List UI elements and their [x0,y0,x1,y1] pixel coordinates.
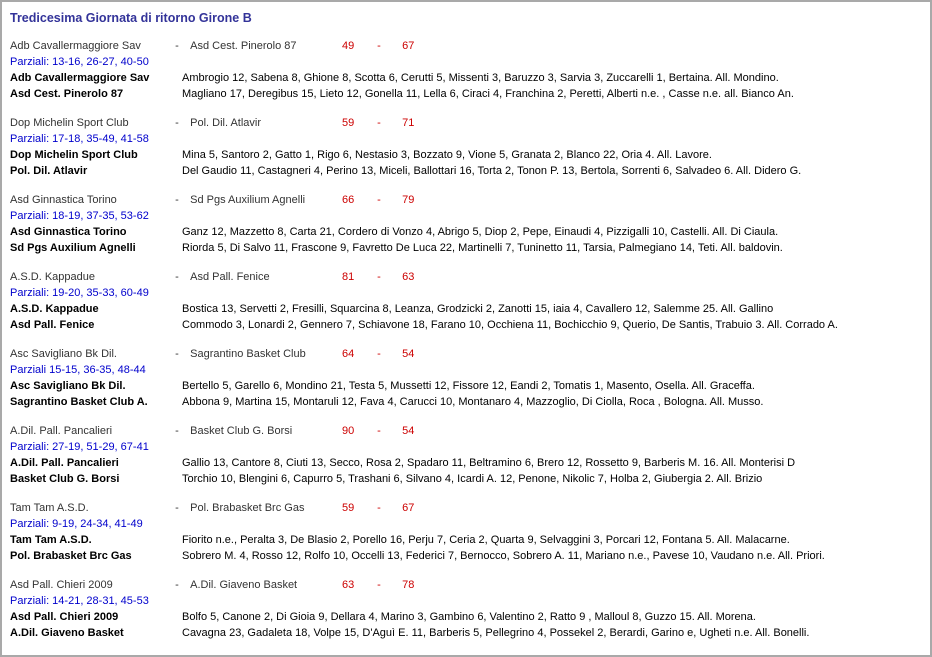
home-score: 90 [342,425,355,437]
home-team-name: A.Dil. Pall. Pancalieri [10,425,113,437]
score-separator: - [377,40,381,52]
match-list [10,38,926,641]
away-roster-team-label: Sagrantino Basket Club A. [10,396,148,408]
score-separator: - [377,579,381,591]
match-score [342,346,414,362]
home-team-name: Asd Ginnastica Torino [10,194,117,206]
home-roster-players: Ganz 12, Mazzetto 8, Carta 21, Cordero di Vonzo 4, Abrigo 5, Diop 2, Pepe, Einaudi 4, Pizzigalli 10, Castelli. All. Di Ciaula. [182,226,779,238]
team-separator: - [175,40,179,52]
home-roster-team-label: A.S.D. Kappadue [10,303,99,315]
partial-scores: Parziali: 17-18, 35-49, 41-58 [10,133,149,145]
away-score: 79 [402,194,415,206]
home-roster-row [10,455,926,471]
away-roster-team-label: Pol. Brabasket Brc Gas [10,550,132,562]
home-roster-row [10,301,926,317]
home-roster-players: Fiorito n.e., Peralta 3, De Blasio 2, Porello 16, Perju 7, Ceria 2, Quarta 9, Selvaggini 3, Porcari 12, Fontana 5. All. Malacarne. [182,534,790,546]
match-result [10,577,926,641]
home-score: 81 [342,271,355,283]
home-score: 63 [342,579,355,591]
away-score: 67 [402,502,415,514]
away-roster-row [10,548,926,564]
home-roster-players: Bertello 5, Garello 6, Mondino 21, Testa 5, Mussetti 12, Fissore 12, Eandi 2, Tomatis 1, Masento, Osella. All. Graceffa. [182,380,755,392]
away-roster-row [10,317,926,333]
home-roster-team-label: Dop Michelin Sport Club [10,149,138,161]
away-roster-players: Del Gaudio 11, Castagneri 4, Perino 13, Miceli, Ballottari 16, Torta 2, Tonon P. 13, Bertola, Sorrenti 6, Salvadeo 6. All. Didero G. [182,165,802,177]
match-score [342,115,414,131]
matchup-row [10,192,926,208]
score-separator: - [377,348,381,360]
matchup-row [10,577,926,593]
home-score: 59 [342,502,355,514]
match-score [342,192,414,208]
match-score [342,500,414,516]
away-roster-players: Torchio 10, Blengini 6, Capurro 5, Trashani 6, Silvano 4, Icardi A. 12, Penone, Nikolic 7, Holba 2, Giubergia 2. All. Brizio [182,473,763,485]
home-roster-players: Mina 5, Santoro 2, Gatto 1, Rigo 6, Nestasio 3, Bozzato 9, Vione 5, Granata 2, Blanco 22, Oria 4. All. Lavore. [182,149,712,161]
away-team-name: A.Dil. Giaveno Basket [190,579,298,591]
away-team-name: Sagrantino Basket Club [190,348,306,360]
home-team-name: Tam Tam A.S.D. [10,502,89,514]
away-roster-row [10,625,926,641]
match-result [10,192,926,256]
home-score: 66 [342,194,355,206]
away-score: 54 [402,425,415,437]
team-separator: - [175,117,179,129]
home-roster-row [10,224,926,240]
score-separator: - [377,271,381,283]
partial-scores: Parziali: 13-16, 26-27, 40-50 [10,56,149,68]
home-score: 64 [342,348,355,360]
match-result [10,346,926,410]
away-roster-row [10,240,926,256]
away-team-name: Pol. Brabasket Brc Gas [190,502,305,514]
away-team-name: Sd Pgs Auxilium Agnelli [190,194,306,206]
team-separator: - [175,271,179,283]
page-title: Tredicesima Giornata di ritorno Girone B [10,11,252,25]
away-roster-team-label: Asd Pall. Fenice [10,319,95,331]
team-separator: - [175,348,179,360]
away-roster-row [10,394,926,410]
home-roster-players: Bostica 13, Servetti 2, Fresilli, Squarcina 8, Leanza, Grodzicki 2, Zanotti 15, iaia 4, Cavallero 12, Salemme 25. All. Gallino [182,303,774,315]
away-score: 63 [402,271,415,283]
score-separator: - [377,194,381,206]
away-roster-team-label: Basket Club G. Borsi [10,473,120,485]
home-roster-row [10,609,926,625]
home-roster-row [10,378,926,394]
home-roster-team-label: Asd Ginnastica Torino [10,226,127,238]
matchup-row [10,115,926,131]
match-result [10,500,926,564]
away-roster-row [10,86,926,102]
partial-scores: Parziali: 18-19, 37-35, 53-62 [10,210,149,222]
team-separator: - [175,194,179,206]
home-roster-row [10,70,926,86]
team-separator: - [175,502,179,514]
partial-scores: Parziali 15-15, 36-35, 48-44 [10,364,146,376]
home-score: 59 [342,117,355,129]
away-roster-row [10,471,926,487]
home-team-name: Adb Cavallermaggiore Sav [10,40,141,52]
home-score: 49 [342,40,355,52]
score-separator: - [377,425,381,437]
away-roster-players: Sobrero M. 4, Rosso 12, Rolfo 10, Occelli 13, Federici 7, Bernocco, Sobrero A. 11, Mariano n.e., Pavese 10, Vaudano n.e. All. Priori. [182,550,825,562]
away-roster-team-label: Asd Cest. Pinerolo 87 [10,88,124,100]
away-team-name: Basket Club G. Borsi [190,425,293,437]
away-score: 71 [402,117,415,129]
home-roster-team-label: Asc Savigliano Bk Dil. [10,380,126,392]
partial-scores: Parziali: 14-21, 28-31, 45-53 [10,595,149,607]
home-roster-team-label: Adb Cavallermaggiore Sav [10,72,150,84]
home-team-name: Asc Savigliano Bk Dil. [10,348,117,360]
away-team-name: Pol. Dil. Atlavir [190,117,262,129]
score-separator: - [377,502,381,514]
home-roster-team-label: Asd Pall. Chieri 2009 [10,611,119,623]
away-score: 78 [402,579,415,591]
home-team-name: A.S.D. Kappadue [10,271,96,283]
team-separator: - [175,579,179,591]
partial-scores: Parziali: 19-20, 35-33, 60-49 [10,287,149,299]
home-roster-players: Gallio 13, Cantore 8, Ciuti 13, Secco, Rosa 2, Spadaro 11, Beltramino 6, Brero 12, Rossetto 9, Barberis M. 16. All. Monterisi D [182,457,796,469]
home-roster-players: Bolfo 5, Canone 2, Di Gioia 9, Dellara 4, Marino 3, Gambino 6, Valentino 2, Ratto 9 , Malloul 8, Guzzo 15. All. Morena. [182,611,756,623]
away-roster-players: Riorda 5, Di Salvo 11, Frascone 9, Favretto De Luca 22, Martinelli 7, Tuninetto 11, Tarsia, Palmegiano 14, Teti. All. baldovin. [182,242,783,254]
matchup-row [10,500,926,516]
match-score [342,38,414,54]
home-roster-team-label: Tam Tam A.S.D. [10,534,92,546]
away-roster-team-label: Pol. Dil. Atlavir [10,165,88,177]
matchup-row [10,423,926,439]
away-team-name: Asd Cest. Pinerolo 87 [190,40,297,52]
team-separator: - [175,425,179,437]
away-roster-players: Abbona 9, Martina 15, Montaruli 12, Fava 4, Carucci 10, Montanaro 4, Mazzoglio, Di Ciolla, Roca , Bologna. All. Musso. [182,396,764,408]
match-result [10,423,926,487]
away-team-name: Asd Pall. Fenice [190,271,270,283]
match-score [342,423,414,439]
home-team-name: Asd Pall. Chieri 2009 [10,579,113,591]
home-roster-row [10,147,926,163]
away-roster-players: Magliano 17, Deregibus 15, Lieto 12, Gonella 11, Lella 6, Ciraci 4, Franchina 2, Peretti, Alberti n.e. , Casse n.e. all. Bianco An. [182,88,794,100]
partial-scores: Parziali: 9-19, 24-34, 41-49 [10,518,143,530]
away-roster-team-label: Sd Pgs Auxilium Agnelli [10,242,136,254]
matchup-row [10,38,926,54]
away-score: 67 [402,40,415,52]
home-roster-players: Ambrogio 12, Sabena 8, Ghione 8, Scotta 6, Cerutti 5, Missenti 3, Baruzzo 3, Sarvia 3, Zuccarelli 1, Bertaina. All. Mondino. [182,72,779,84]
away-roster-team-label: A.Dil. Giaveno Basket [10,627,124,639]
away-roster-players: Commodo 3, Lonardi 2, Gennero 7, Schiavone 18, Farano 10, Occhiena 11, Bochicchio 9, Querio, De Santis, Trabuio 3. All. Corrado A. [182,319,838,331]
match-result [10,38,926,102]
match-result [10,115,926,179]
away-roster-players: Cavagna 23, Gadaleta 18, Volpe 15, D'Aguì E. 11, Barberis 5, Pellegrino 4, Possekel 2, Berardi, Garino e, Ugheti n.e. All. Bonelli. [182,627,810,639]
score-separator: - [377,117,381,129]
match-result [10,269,926,333]
home-roster-row [10,532,926,548]
away-score: 54 [402,348,415,360]
home-roster-team-label: A.Dil. Pall. Pancalieri [10,457,119,469]
partial-scores: Parziali: 27-19, 51-29, 67-41 [10,441,149,453]
home-team-name: Dop Michelin Sport Club [10,117,129,129]
match-score [342,577,414,593]
match-score [342,269,414,285]
matchup-row [10,346,926,362]
matchup-row [10,269,926,285]
away-roster-row [10,163,926,179]
